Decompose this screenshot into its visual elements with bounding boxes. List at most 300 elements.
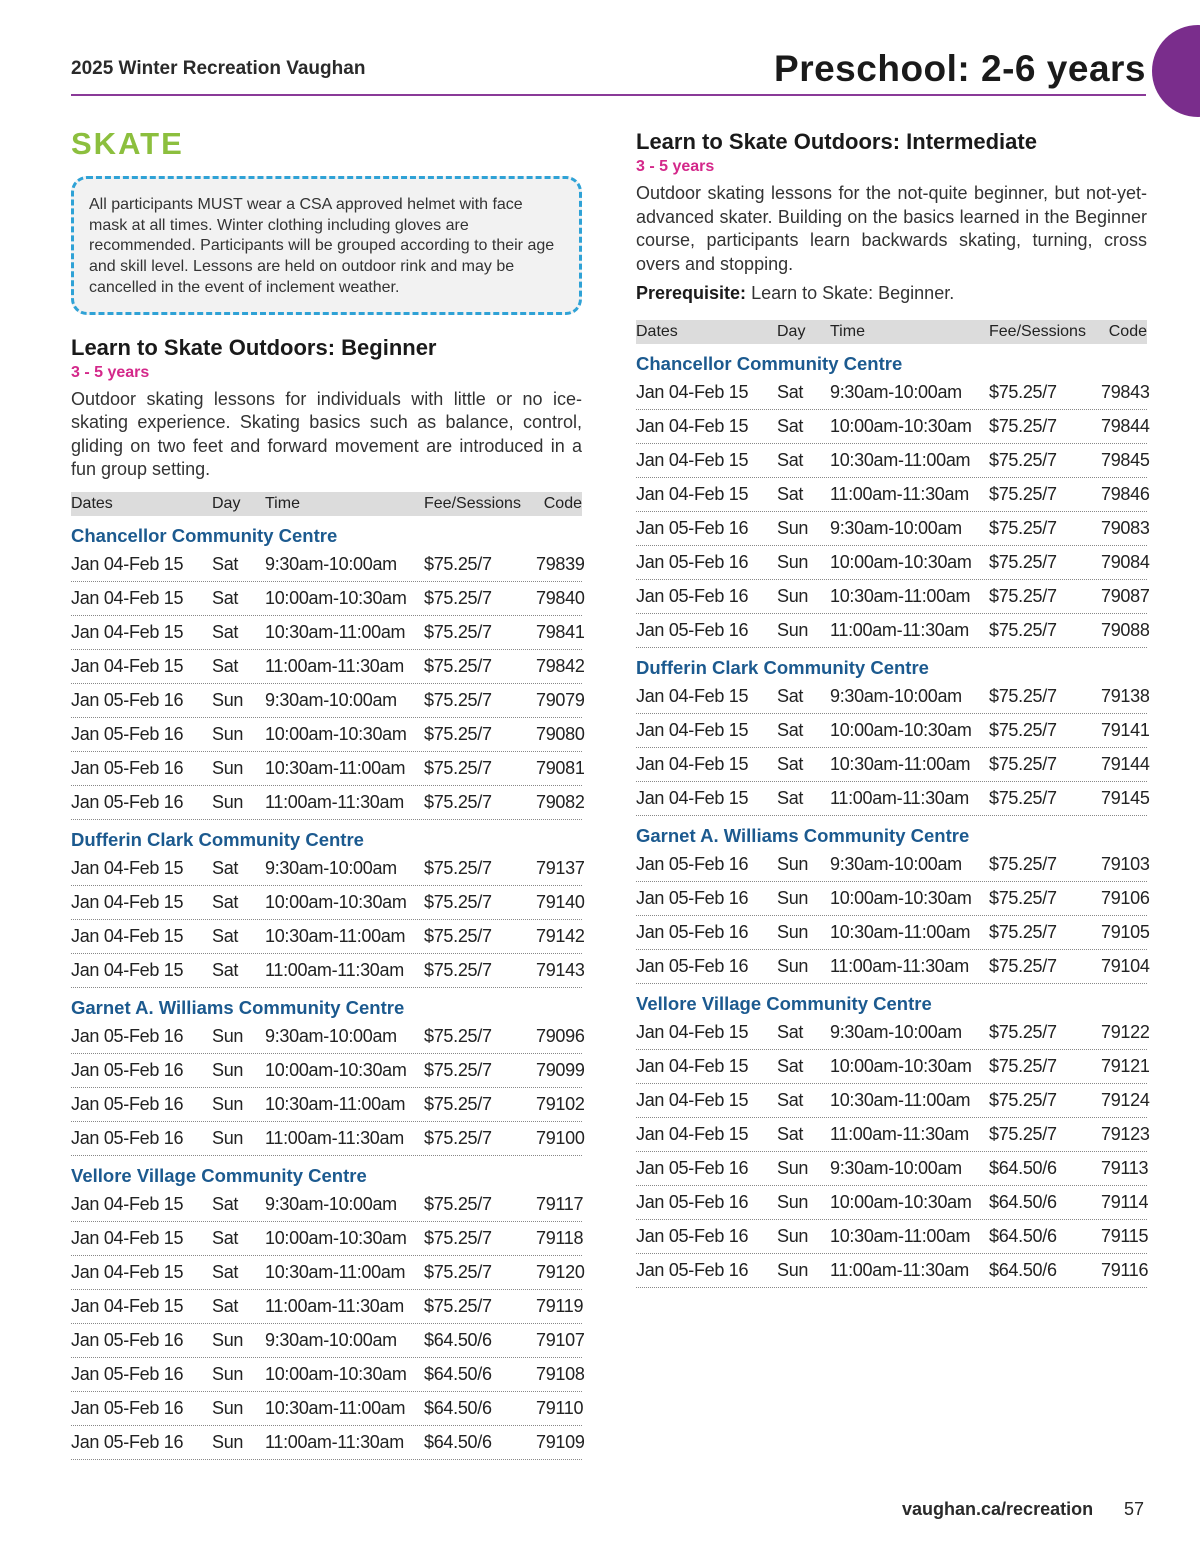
col-code: Code: [543, 494, 582, 512]
cell-date: Jan 04-Feb 15: [636, 753, 749, 774]
course-title-beginner: Learn to Skate Outdoors: Beginner: [71, 334, 437, 360]
cell-day: Sat: [777, 483, 804, 504]
cell-day: Sun: [212, 1431, 244, 1452]
table-row: [636, 1254, 1147, 1288]
cell-date: Jan 04-Feb 15: [636, 1123, 749, 1144]
cell-time: 10:00am-10:30am: [830, 719, 972, 740]
cell-day: Sun: [777, 551, 809, 572]
cell-date: Jan 04-Feb 15: [636, 1021, 749, 1042]
table-row: [71, 1188, 582, 1222]
cell-day: Sun: [777, 585, 809, 606]
table-row: [636, 714, 1150, 748]
table-row: [71, 718, 585, 752]
table-row: [71, 920, 585, 954]
cell-time: 9:30am-10:00am: [830, 853, 962, 874]
cell-time: 10:00am-10:30am: [265, 891, 407, 912]
cell-fee: $75.25/7: [424, 1227, 492, 1248]
cell-day: Sun: [777, 853, 809, 874]
cell-code: 79122: [1101, 1021, 1150, 1042]
left-column: [71, 120, 585, 1464]
cell-day: Sat: [212, 891, 239, 912]
cell-date: Jan 05-Feb 16: [636, 853, 749, 874]
table-row: [636, 444, 1150, 478]
cell-fee: $75.25/7: [989, 551, 1057, 572]
table-row: [636, 680, 1150, 714]
cell-fee: $75.25/7: [989, 753, 1057, 774]
cell-fee: $75.25/7: [989, 955, 1057, 976]
location-name: Chancellor Community Centre: [71, 524, 338, 546]
cell-date: Jan 04-Feb 15: [636, 1055, 749, 1076]
cell-time: 10:00am-10:30am: [265, 723, 407, 744]
cell-fee: $75.25/7: [424, 689, 492, 710]
cell-time: 11:00am-11:30am: [265, 959, 404, 980]
cell-fee: $75.25/7: [424, 723, 492, 744]
table-row: [71, 1392, 582, 1426]
cell-day: Sat: [777, 381, 804, 402]
table-row: [636, 950, 1150, 984]
section-tab-marker: [1152, 25, 1200, 117]
cell-time: 9:30am-10:00am: [265, 553, 397, 574]
cell-code: 79116: [1101, 1259, 1149, 1280]
col-time: Time: [830, 322, 865, 340]
cell-code: 79096: [536, 1025, 585, 1046]
cell-code: 79100: [536, 1127, 585, 1148]
cell-time: 9:30am-10:00am: [830, 685, 962, 706]
cell-date: Jan 04-Feb 15: [71, 925, 184, 946]
location-name: Vellore Village Community Centre: [71, 1164, 367, 1186]
table-row: [71, 582, 585, 616]
cell-fee: $75.25/7: [424, 621, 492, 642]
table-row: [71, 616, 585, 650]
cell-code: 79113: [1101, 1157, 1149, 1178]
table-row: [636, 782, 1150, 816]
cell-day: Sat: [777, 685, 804, 706]
cell-day: Sun: [212, 689, 244, 710]
cell-time: 9:30am-10:00am: [830, 381, 962, 402]
table-row: [71, 1426, 585, 1460]
cell-code: 79118: [536, 1227, 584, 1248]
location-group: [71, 524, 585, 820]
cell-code: 79841: [536, 621, 585, 642]
cell-code: 79119: [536, 1295, 584, 1316]
cell-date: Jan 04-Feb 15: [636, 719, 749, 740]
cell-fee: $75.25/7: [424, 1025, 492, 1046]
safety-notice: All participants MUST wear a CSA approved helmet with face mask at all times. Winter clothing including gloves are recommended. Participants will be grouped according to their age and skill level. Lessons are held on outdoor rink and may be cancelled in the event of inclement weather.: [71, 176, 582, 315]
table-row: [71, 886, 585, 920]
cell-day: Sun: [212, 1025, 244, 1046]
table-row: [636, 1016, 1150, 1050]
cell-day: Sat: [212, 959, 239, 980]
cell-time: 10:30am-11:00am: [830, 753, 971, 774]
table-row: [71, 650, 585, 684]
cell-code: 79137: [536, 857, 585, 878]
cell-fee: $75.25/7: [424, 1261, 492, 1282]
cell-code: 79140: [536, 891, 585, 912]
cell-date: Jan 04-Feb 15: [71, 587, 184, 608]
cell-code: 79844: [1101, 415, 1150, 436]
cell-fee: $64.50/6: [989, 1259, 1057, 1280]
cell-time: 10:30am-11:00am: [265, 1261, 406, 1282]
cell-time: 9:30am-10:00am: [830, 1021, 962, 1042]
cell-code: 79117: [536, 1193, 584, 1214]
cell-day: Sat: [212, 925, 239, 946]
location-group: [636, 656, 1150, 816]
cell-date: Jan 05-Feb 16: [71, 689, 184, 710]
cell-day: Sat: [212, 1261, 239, 1282]
cell-day: Sat: [777, 1021, 804, 1042]
col-fee: Fee/Sessions: [989, 322, 1086, 340]
cell-code: 79842: [536, 655, 585, 676]
cell-date: Jan 04-Feb 15: [71, 655, 184, 676]
location-name: Garnet A. Williams Community Centre: [636, 824, 970, 846]
cell-time: 10:00am-10:30am: [830, 551, 972, 572]
cell-time: 10:30am-11:00am: [265, 925, 406, 946]
cell-date: Jan 05-Feb 16: [71, 757, 184, 778]
cell-date: Jan 04-Feb 15: [71, 1261, 184, 1282]
cell-code: 79109: [536, 1431, 585, 1452]
table-row: [636, 1084, 1150, 1118]
cell-fee: $75.25/7: [989, 1021, 1057, 1042]
cell-day: Sun: [212, 723, 244, 744]
cell-day: Sat: [777, 1123, 804, 1144]
cell-fee: $75.25/7: [989, 517, 1057, 538]
cell-day: Sat: [777, 415, 804, 436]
cell-date: Jan 04-Feb 15: [636, 1089, 749, 1110]
table-header: [636, 320, 1147, 344]
table-row: [636, 1050, 1150, 1084]
cell-fee: $64.50/6: [424, 1329, 492, 1350]
cell-time: 10:30am-11:00am: [830, 585, 971, 606]
location-name: Dufferin Clark Community Centre: [636, 656, 929, 678]
col-fee: Fee/Sessions: [424, 494, 521, 512]
cell-day: Sat: [212, 1227, 239, 1248]
cell-date: Jan 04-Feb 15: [71, 857, 184, 878]
cell-day: Sun: [212, 757, 244, 778]
cell-code: 79123: [1101, 1123, 1150, 1144]
cell-time: 10:30am-11:00am: [265, 621, 406, 642]
cell-code: 79080: [536, 723, 585, 744]
table-row: [71, 752, 585, 786]
cell-fee: $75.25/7: [424, 1127, 492, 1148]
table-row: [71, 1324, 585, 1358]
cell-fee: $75.25/7: [989, 853, 1057, 874]
col-code: Code: [1108, 322, 1147, 340]
cell-fee: $64.50/6: [989, 1157, 1057, 1178]
cell-day: Sat: [212, 1295, 239, 1316]
cell-time: 9:30am-10:00am: [265, 857, 397, 878]
cell-day: Sat: [212, 1193, 239, 1214]
table-row: [636, 512, 1150, 546]
cell-day: Sun: [212, 1059, 244, 1080]
cell-code: 79105: [1101, 921, 1150, 942]
cell-code: 79082: [536, 791, 585, 812]
cell-fee: $75.25/7: [424, 925, 492, 946]
cell-fee: $75.25/7: [424, 857, 492, 878]
cell-fee: $75.25/7: [424, 757, 492, 778]
cell-fee: $75.25/7: [989, 381, 1057, 402]
cell-time: 10:00am-10:30am: [265, 1363, 407, 1384]
cell-fee: $75.25/7: [424, 891, 492, 912]
table-row: [636, 1152, 1147, 1186]
cell-time: 9:30am-10:00am: [830, 1157, 962, 1178]
table-row: [636, 410, 1150, 444]
cell-day: Sat: [777, 1055, 804, 1076]
cell-time: 11:00am-11:30am: [265, 1295, 404, 1316]
table-row: [71, 852, 585, 886]
table-row: [636, 748, 1150, 782]
cell-fee: $75.25/7: [424, 959, 492, 980]
cell-code: 79115: [1101, 1225, 1149, 1246]
cell-day: Sun: [777, 887, 809, 908]
cell-time: 11:00am-11:30am: [265, 1431, 404, 1452]
cell-fee: $64.50/6: [424, 1431, 492, 1452]
cell-code: 79141: [1101, 719, 1150, 740]
table-row: [636, 1186, 1147, 1220]
cell-date: Jan 05-Feb 16: [636, 887, 749, 908]
table-row: [71, 1020, 585, 1054]
cell-code: 79845: [1101, 449, 1150, 470]
cell-date: Jan 04-Feb 15: [636, 449, 749, 470]
location-name: Garnet A. Williams Community Centre: [71, 996, 405, 1018]
cell-time: 9:30am-10:00am: [265, 1193, 397, 1214]
cell-time: 10:30am-11:00am: [830, 1089, 971, 1110]
cell-code: 79143: [536, 959, 585, 980]
cell-time: 10:00am-10:30am: [830, 415, 972, 436]
cell-code: 79840: [536, 587, 585, 608]
table-row: [636, 546, 1150, 580]
location-group: [636, 992, 1150, 1288]
cell-day: Sun: [777, 955, 809, 976]
cell-fee: $75.25/7: [989, 887, 1057, 908]
cell-date: Jan 05-Feb 16: [636, 1157, 749, 1178]
cell-code: 79108: [536, 1363, 585, 1384]
page-title: Preschool: 2-6 years: [774, 48, 1146, 89]
cell-fee: $75.25/7: [989, 449, 1057, 470]
cell-day: Sun: [777, 517, 809, 538]
table-row: [636, 848, 1150, 882]
cell-code: 79846: [1101, 483, 1150, 504]
cell-day: Sun: [212, 1329, 244, 1350]
course-description: Outdoor skating lessons for the not-quite beginner, but not-yet-advanced skater. Building on the basics learned in the Beginner course, participants learn backwards skating, turning, cross overs and stopping.: [636, 183, 1147, 274]
cell-date: Jan 05-Feb 16: [71, 1329, 184, 1350]
cell-code: 79144: [1101, 753, 1150, 774]
location-name: Vellore Village Community Centre: [636, 992, 932, 1014]
table-row: [636, 916, 1150, 950]
table-row: [636, 376, 1150, 410]
cell-day: Sat: [777, 787, 804, 808]
table-row: [71, 1054, 585, 1088]
table-row: [71, 1088, 585, 1122]
cell-time: 11:00am-11:30am: [830, 1123, 969, 1144]
header-divider: [71, 94, 1146, 96]
cell-fee: $75.25/7: [989, 1123, 1057, 1144]
cell-time: 10:30am-11:00am: [265, 757, 406, 778]
beginner-schedule: [71, 524, 585, 1460]
table-row: [71, 684, 585, 718]
cell-time: 10:00am-10:30am: [830, 1055, 972, 1076]
cell-fee: $75.25/7: [989, 415, 1057, 436]
cell-fee: $75.25/7: [989, 585, 1057, 606]
age-range: 3 - 5 years: [71, 363, 150, 381]
cell-day: Sat: [212, 587, 239, 608]
cell-time: 11:00am-11:30am: [830, 787, 969, 808]
cell-date: Jan 05-Feb 16: [71, 1363, 184, 1384]
cell-day: Sat: [212, 621, 239, 642]
cell-code: 79079: [536, 689, 585, 710]
cell-fee: $75.25/7: [424, 553, 492, 574]
cell-day: Sun: [777, 1157, 809, 1178]
cell-time: 11:00am-11:30am: [830, 955, 969, 976]
cell-fee: $64.50/6: [424, 1397, 492, 1418]
cell-code: 79088: [1101, 619, 1150, 640]
cell-code: 79083: [1101, 517, 1150, 538]
cell-time: 9:30am-10:00am: [265, 689, 397, 710]
section-heading: SKATE: [71, 126, 184, 161]
cell-code: 79114: [1101, 1191, 1149, 1212]
cell-time: 11:00am-11:30am: [830, 619, 969, 640]
table-row: [71, 548, 585, 582]
table-row: [71, 1358, 585, 1392]
cell-day: Sun: [212, 1397, 244, 1418]
table-row: [71, 1256, 585, 1290]
col-dates: Dates: [636, 322, 678, 340]
cell-fee: $64.50/6: [989, 1191, 1057, 1212]
cell-time: 10:30am-11:00am: [265, 1093, 406, 1114]
cell-day: Sun: [212, 1363, 244, 1384]
cell-date: Jan 04-Feb 15: [71, 1193, 184, 1214]
cell-fee: $75.25/7: [424, 1193, 492, 1214]
cell-time: 10:00am-10:30am: [830, 1191, 972, 1212]
cell-time: 10:00am-10:30am: [265, 1059, 407, 1080]
cell-date: Jan 04-Feb 15: [71, 1227, 184, 1248]
table-row: [71, 1222, 582, 1256]
publication-title: 2025 Winter Recreation Vaughan: [71, 58, 366, 79]
cell-code: 79142: [536, 925, 585, 946]
cell-fee: $75.25/7: [424, 1295, 492, 1316]
location-group: [71, 996, 585, 1156]
cell-day: Sat: [212, 857, 239, 878]
cell-day: Sun: [777, 921, 809, 942]
cell-date: Jan 04-Feb 15: [636, 415, 749, 436]
table-row: [71, 1122, 585, 1156]
cell-date: Jan 05-Feb 16: [71, 1025, 184, 1046]
table-row: [636, 580, 1150, 614]
cell-day: Sun: [777, 1225, 809, 1246]
cell-day: Sat: [777, 449, 804, 470]
cell-time: 11:00am-11:30am: [265, 655, 404, 676]
cell-code: 79121: [1101, 1055, 1150, 1076]
table-row: [636, 1220, 1147, 1254]
cell-time: 10:30am-11:00am: [830, 921, 971, 942]
cell-code: 79145: [1101, 787, 1150, 808]
cell-day: Sun: [212, 791, 244, 812]
cell-date: Jan 05-Feb 16: [71, 1093, 184, 1114]
location-group: [636, 824, 1150, 984]
table-row: [636, 1118, 1150, 1152]
cell-time: 11:00am-11:30am: [265, 791, 404, 812]
page-number: 57: [1124, 1499, 1145, 1519]
cell-time: 11:00am-11:30am: [830, 483, 969, 504]
cell-date: Jan 05-Feb 16: [71, 1397, 184, 1418]
right-column: [636, 120, 1150, 1292]
intermediate-schedule: [636, 352, 1150, 1288]
cell-date: Jan 05-Feb 16: [636, 1191, 749, 1212]
cell-time: 11:00am-11:30am: [830, 1259, 969, 1280]
cell-date: Jan 05-Feb 16: [636, 551, 749, 572]
cell-date: Jan 04-Feb 15: [636, 685, 749, 706]
cell-code: 79099: [536, 1059, 585, 1080]
cell-time: 10:00am-10:30am: [265, 587, 407, 608]
cell-time: 9:30am-10:00am: [830, 517, 962, 538]
cell-time: 10:30am-11:00am: [830, 1225, 971, 1246]
cell-fee: $75.25/7: [989, 1089, 1057, 1110]
age-range: 3 - 5 years: [636, 158, 715, 175]
cell-time: 9:30am-10:00am: [265, 1329, 397, 1350]
cell-code: 79839: [536, 553, 585, 574]
cell-time: 10:00am-10:30am: [265, 1227, 407, 1248]
cell-date: Jan 04-Feb 15: [71, 959, 184, 980]
cell-date: Jan 04-Feb 15: [71, 621, 184, 642]
cell-fee: $75.25/7: [989, 1055, 1057, 1076]
cell-code: 79103: [1101, 853, 1150, 874]
cell-day: Sat: [212, 655, 239, 676]
cell-date: Jan 04-Feb 15: [636, 483, 749, 504]
cell-code: 79120: [536, 1261, 585, 1282]
cell-fee: $75.25/7: [424, 655, 492, 676]
footer-website-link[interactable]: vaughan.ca/recreation: [902, 1499, 1094, 1519]
table-row: [636, 882, 1150, 916]
cell-day: Sun: [777, 1259, 809, 1280]
cell-date: Jan 05-Feb 16: [71, 1431, 184, 1452]
table-header: [71, 492, 582, 516]
course-description: Outdoor skating lessons for individuals with little or no ice-skating experience. Skating basics such as balance, control, gliding on two feet and forward movement are introduced in a fun group setting.: [71, 388, 582, 480]
cell-fee: $64.50/6: [989, 1225, 1057, 1246]
cell-code: 79107: [536, 1329, 585, 1350]
cell-date: Jan 04-Feb 15: [636, 381, 749, 402]
location-name: Chancellor Community Centre: [636, 352, 903, 374]
location-group: [636, 352, 1150, 648]
cell-code: 79104: [1101, 955, 1150, 976]
cell-day: Sun: [777, 1191, 809, 1212]
cell-day: Sat: [777, 1089, 804, 1110]
cell-date: Jan 05-Feb 16: [636, 1259, 749, 1280]
cell-day: Sun: [777, 619, 809, 640]
table-row: [636, 478, 1150, 512]
cell-time: 10:30am-11:00am: [830, 449, 971, 470]
location-group: [71, 1164, 585, 1460]
cell-code: 79124: [1101, 1089, 1150, 1110]
cell-time: 11:00am-11:30am: [265, 1127, 404, 1148]
cell-fee: $75.25/7: [424, 1093, 492, 1114]
cell-date: Jan 05-Feb 16: [636, 921, 749, 942]
cell-day: Sun: [212, 1127, 244, 1148]
cell-fee: $75.25/7: [989, 719, 1057, 740]
cell-code: 79084: [1101, 551, 1150, 572]
cell-date: Jan 05-Feb 16: [636, 955, 749, 976]
cell-code: 79102: [536, 1093, 585, 1114]
cell-date: Jan 04-Feb 15: [71, 1295, 184, 1316]
cell-date: Jan 04-Feb 15: [71, 891, 184, 912]
cell-code: 79087: [1101, 585, 1150, 606]
cell-date: Jan 05-Feb 16: [71, 1059, 184, 1080]
prerequisite-text: Learn to Skate: Beginner.: [751, 283, 955, 303]
col-dates: Dates: [71, 494, 113, 512]
cell-code: 79081: [536, 757, 585, 778]
cell-date: Jan 05-Feb 16: [636, 619, 749, 640]
table-row: [636, 614, 1150, 648]
cell-fee: $75.25/7: [424, 791, 492, 812]
cell-code: 79110: [536, 1397, 584, 1418]
